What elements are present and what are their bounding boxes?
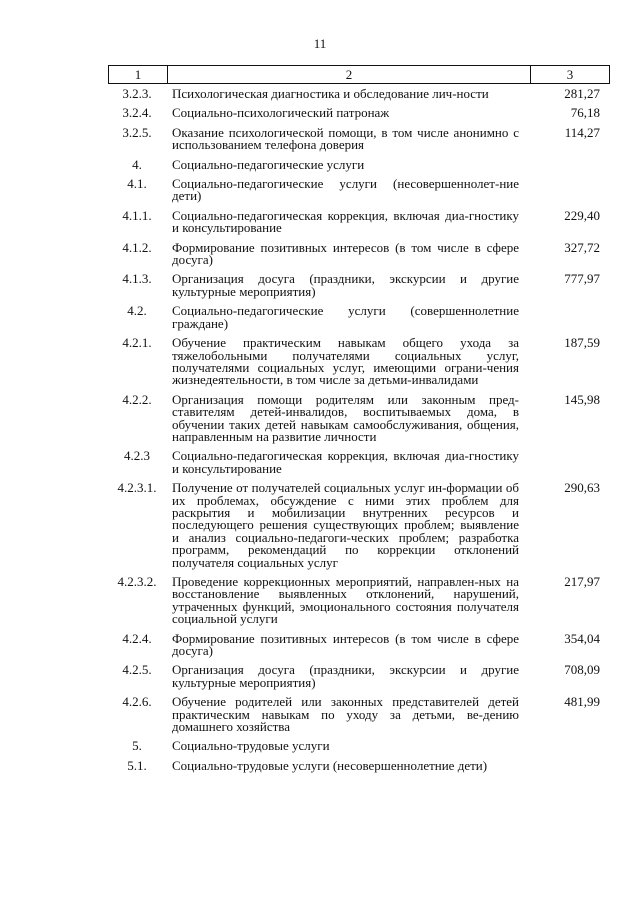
row-text: Социально-трудовые услуги (несовершеннолетние дети) — [172, 757, 488, 773]
row-code: 4.1.2. — [122, 239, 152, 255]
table-row — [108, 450, 610, 475]
row-value: 290,63 — [564, 480, 600, 496]
row-text: Проведение коррекционных мероприятий, направлен-ных на восстановление выявленных отклонений, нарушений, утраченных функций, эмоционального состояния получателя социальной услуги — [172, 574, 519, 627]
header-col-2: 2 — [168, 66, 531, 84]
row-text: Получение от получателей социальных услуг ин-формации об их проблемах, обсуждение с ними этих проблем для раскрытия и мобилизации внутренних ресурсов и последующего решения существующих проблем; выявление и анализ социально-педагоги-ческих проблем; разработка программ, рекомендаций по коррекции отклонений получателя социальных услуг — [172, 480, 519, 570]
table-row — [108, 156, 610, 172]
table-row — [108, 757, 610, 773]
row-text: Формирование позитивных интересов (в том числе в сфере досуга) — [172, 239, 519, 268]
table-header — [108, 65, 610, 84]
table-row — [108, 178, 610, 203]
table-row — [108, 124, 610, 153]
page-number: 11 — [313, 36, 327, 51]
row-code: 4.2.4. — [122, 630, 152, 646]
header-col-1: 1 — [109, 66, 168, 84]
header-col-3: 3 — [531, 66, 610, 84]
row-code: 4.2.3 — [124, 448, 150, 464]
row-code: 5.1. — [127, 757, 147, 773]
row-value: 229,40 — [564, 207, 600, 223]
table-row — [108, 239, 610, 268]
row-value: 145,98 — [564, 391, 600, 407]
row-value: 114,27 — [564, 124, 600, 140]
table-row — [108, 391, 610, 444]
row-code: 4.1.1. — [122, 207, 152, 223]
row-text: Обучение родителей или законных представителей детей практическим навыкам по уходу за детьми, ве-дению домашнего хозяйства — [172, 694, 519, 735]
table-row — [108, 576, 610, 626]
row-code: 4.2.3.2. — [117, 574, 157, 589]
row-text: Социально-педагогические услуги (совершеннолетние граждане) — [172, 303, 519, 331]
table-row — [108, 696, 610, 733]
row-code: 4.2.3.1. — [117, 480, 157, 496]
row-code: 3.2.5. — [122, 124, 152, 140]
row-text: Социально-педагогическая коррекция, включая диа-гностику и консультирование — [172, 448, 519, 476]
row-code: 4.1.3. — [122, 271, 152, 287]
table-row — [108, 273, 610, 298]
row-value: 281,27 — [564, 86, 600, 101]
row-code: 4. — [132, 156, 142, 172]
row-text: Социально-педагогические услуги — [172, 156, 365, 172]
row-text: Социально-психологический патронаж — [172, 105, 390, 121]
row-code: 4.1. — [127, 176, 147, 192]
row-code: 3.2.4. — [122, 105, 152, 121]
row-text: Организация помощи родителям или законным пред-ставителям детей-инвалидов, воспитываемых дома, в обучении таких детей навыкам самообслуживания, общения, направленным на развитие личности — [172, 391, 519, 444]
row-value: 76,18 — [570, 105, 600, 121]
table-row — [108, 482, 610, 569]
row-text: Формирование позитивных интересов (в том числе в сфере досуга) — [172, 630, 519, 659]
table-row — [108, 107, 610, 119]
row-text: Социально-педагогическая коррекция, включая диа-гностику и консультирование — [172, 207, 519, 236]
row-code: 4.2.6. — [122, 694, 152, 710]
row-code: 4.2.1. — [122, 335, 152, 351]
row-value: 354,04 — [564, 630, 600, 646]
row-value: 187,59 — [564, 335, 600, 351]
row-value: 481,99 — [564, 694, 600, 710]
row-text: Психологическая диагностика и обследование лич-ности — [172, 86, 489, 101]
row-value: 217,97 — [564, 574, 600, 589]
row-text: Организация досуга (праздники, экскурсии и другие культурные мероприятия) — [172, 662, 519, 690]
row-code: 4.2.2. — [122, 391, 152, 407]
row-value: 777,97 — [564, 271, 600, 287]
row-value: 708,09 — [564, 662, 600, 678]
table-row — [108, 88, 610, 100]
row-code: 3.2.3. — [122, 86, 152, 101]
table-row — [108, 740, 610, 752]
row-code: 4.2.5. — [122, 662, 152, 678]
table-row — [108, 337, 610, 387]
row-code: 4.2. — [127, 303, 147, 319]
table-row — [108, 207, 610, 236]
row-text: Организация досуга (праздники, экскурсии и другие культурные мероприятия) — [172, 271, 519, 299]
table-row — [108, 630, 610, 659]
row-value: 327,72 — [564, 239, 600, 255]
table-row — [108, 664, 610, 689]
tariff-rows — [108, 88, 610, 779]
row-text: Социально-педагогические услуги (несовершеннолет-ние дети) — [172, 176, 519, 204]
row-text: Оказание психологической помощи, в том числе анонимно с использованием телефона доверия — [172, 124, 519, 153]
row-code: 5. — [132, 738, 142, 754]
row-text: Социально-трудовые услуги — [172, 738, 330, 754]
table-row — [108, 305, 610, 330]
row-text: Обучение практическим навыкам общего ухода за тяжелобольными получателями социальных услуг, получателями социальных услуг, имеющими ограни-чения жизнедеятельности, в том числе за детьми-инвалидами — [172, 335, 519, 388]
